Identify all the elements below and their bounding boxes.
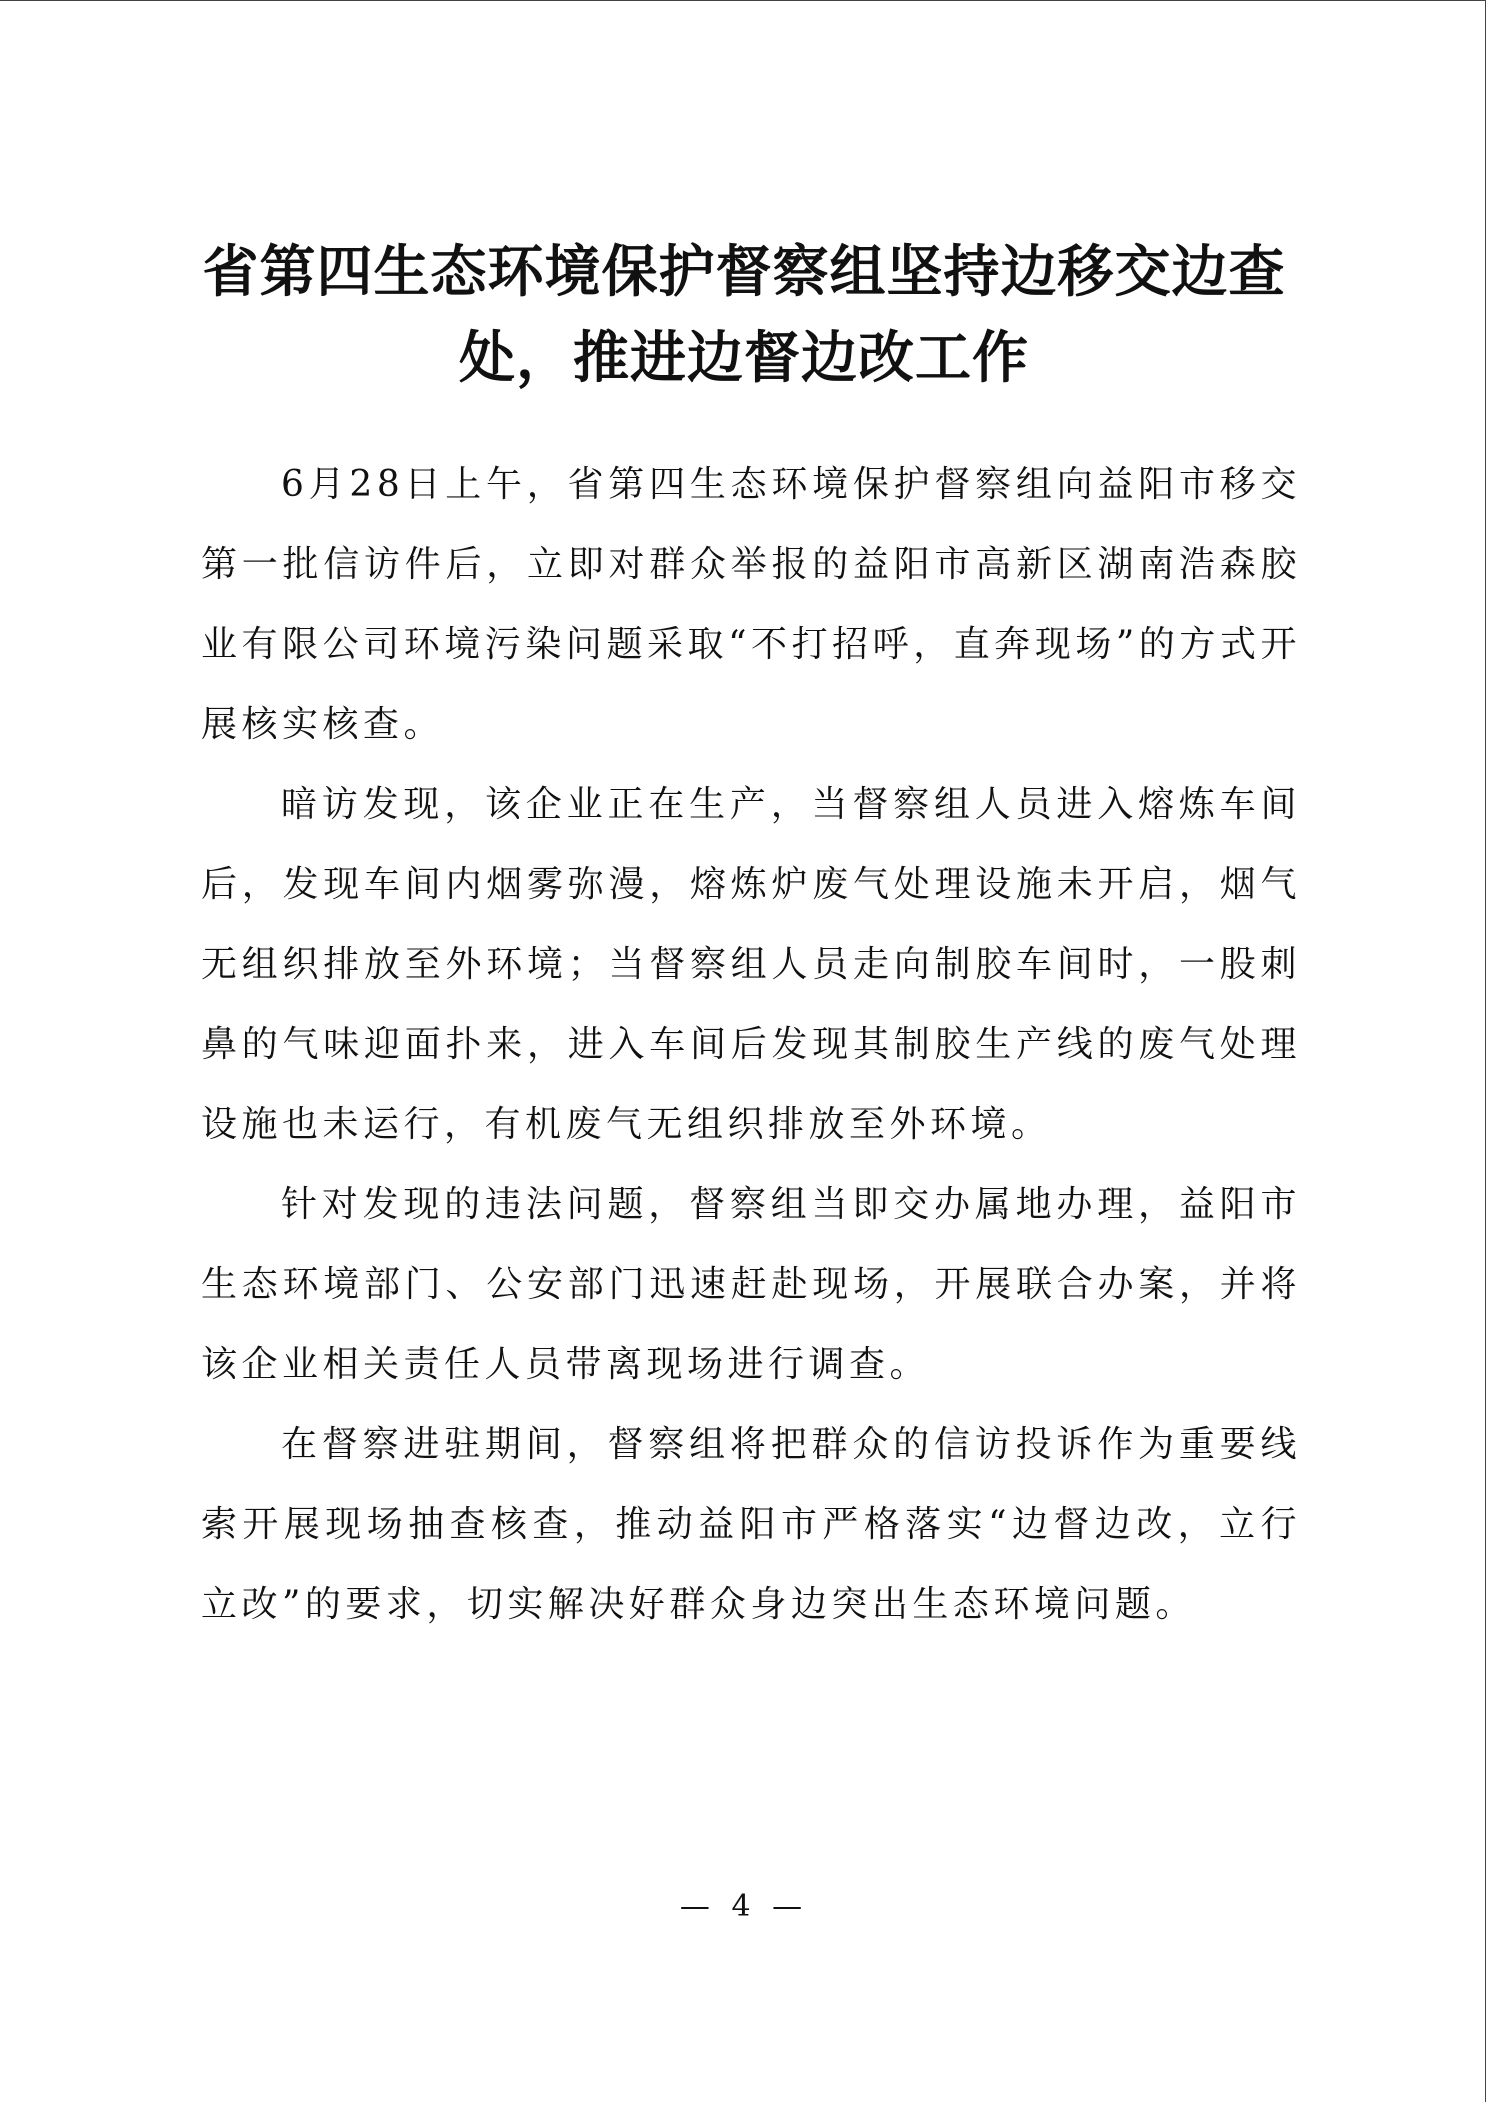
- document-body: [201, 445, 1301, 1645]
- title-line-1: 省第四生态环境保护督察组坚持边移交边查: [202, 239, 1286, 305]
- paragraph-2: 暗访发现，该企业正在生产，当督察组人员进入熔炼车间后，发现车间内烟雾弥漫，熔炼炉废气处理设施未开启，烟气无组织排放至外环境；当督察组人员走向制胶车间时，一股刺鼻的气味迎面扑来，进入车间后发现其制胶生产线的废气处理设施也未运行，有机废气无组织排放至外环境。: [201, 784, 1301, 1145]
- paragraph-3: 针对发现的违法问题，督察组当即交办属地办理，益阳市生态环境部门、公安部门迅速赶赴现场，开展联合办案，并将该企业相关责任人员带离现场进行调查。: [201, 1184, 1301, 1385]
- paragraph-4: 在督察进驻期间，督察组将把群众的信访投诉作为重要线索开展现场抽查核查，推动益阳市严格落实“边督边改，立行立改”的要求，切实解决好群众身边突出生态环境问题。: [201, 1424, 1301, 1625]
- document-title: [200, 229, 1288, 401]
- title-line-2: 处，推进边督边改工作: [459, 325, 1029, 391]
- page-number: — 4 —: [679, 1889, 809, 1924]
- paragraph-1: 6月28日上午，省第四生态环境保护督察组向益阳市移交第一批信访件后，立即对群众举报的益阳市高新区湖南浩森胶业有限公司环境污染问题采取“不打招呼，直奔现场”的方式开展核实核查。: [201, 464, 1301, 745]
